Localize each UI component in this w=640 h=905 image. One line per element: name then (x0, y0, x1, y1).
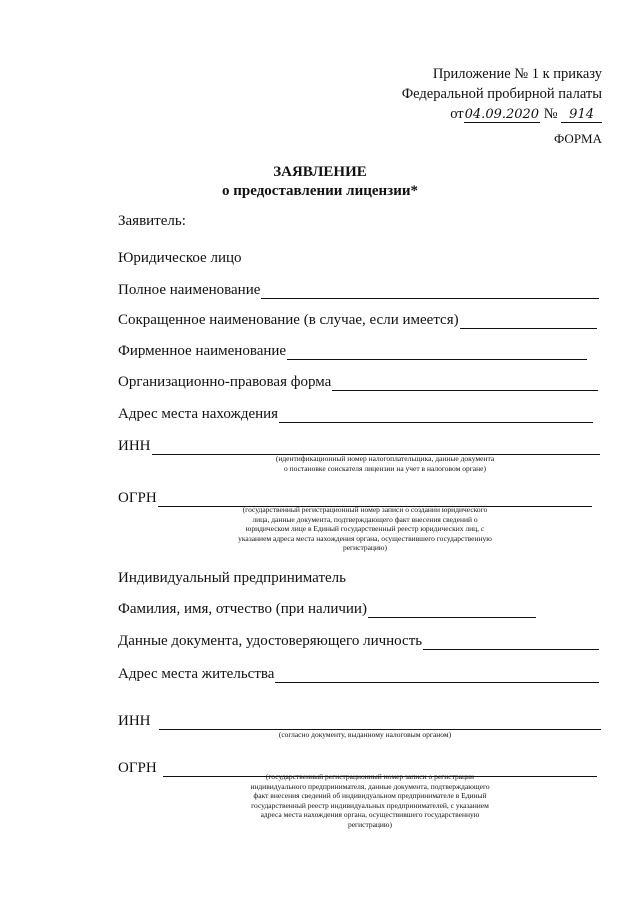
note-line: юридическом лице в Единый государственный реестр юридических лиц, с (245, 524, 485, 533)
legal-form-field (118, 374, 598, 391)
residence-label: Адрес места жительства (118, 666, 275, 682)
order-appendix-header (402, 64, 602, 125)
document-title (0, 163, 640, 201)
form-label: ФОРМА (554, 131, 602, 146)
individual-inn-note (200, 730, 530, 740)
address-field (118, 406, 593, 423)
note-line: регистрацию) (342, 543, 388, 552)
number-label: № (543, 106, 558, 122)
note-line: (государственный регистрационный номер записи о создании юридического (242, 505, 488, 514)
full-name-label: Полное наименование (118, 282, 261, 298)
full-name-line[interactable] (261, 286, 599, 299)
id-document-line[interactable] (423, 637, 599, 650)
short-name-line[interactable] (460, 316, 597, 329)
note-line: (государственный регистрационный номер записи о регистрации (265, 772, 475, 781)
authority-line: Федеральной пробирной палаты (401, 86, 602, 102)
order-date: 04.09.2020 (464, 107, 540, 122)
fio-label: Фамилия, имя, отчество (при наличии) (118, 601, 367, 617)
brand-name-label: Фирменное наименование (118, 343, 287, 359)
individual-heading: Индивидуальный предприниматель (118, 570, 346, 586)
date-number-line (402, 104, 602, 125)
brand-name-line[interactable] (287, 347, 587, 360)
legal-ogrn-note (180, 505, 550, 553)
individual-ogrn-label: ОГРН (118, 760, 157, 776)
note-line: государственный реестр индивидуальных предпринимателей, с указанием (251, 800, 489, 810)
title-main: ЗАЯВЛЕНИЕ (273, 164, 367, 180)
residence-field (118, 666, 599, 683)
brand-name-field (118, 343, 587, 360)
applicant-label: Заявитель: (118, 213, 186, 229)
short-name-field (118, 312, 597, 329)
note-line: адреса места нахождения органа, осуществившего государственную (260, 810, 480, 819)
individual-inn-field (118, 713, 601, 730)
from-label: от (450, 106, 464, 122)
note-line: (идентификационный номер налогоплательщика, данные документа (275, 454, 495, 463)
address-line[interactable] (279, 410, 593, 423)
short-name-label: Сокращенное наименование (в случае, если имеется) (118, 312, 459, 328)
individual-inn-label: ИНН (118, 713, 151, 729)
individual-ogrn-note (180, 772, 560, 829)
note-line: регистрацию) (347, 819, 393, 829)
legal-form-label: Организационно-правовая форма (118, 374, 332, 390)
order-number: 914 (561, 107, 602, 123)
note-line: указанием адреса места нахождения органа, осуществившего государственную (238, 533, 492, 543)
id-document-label: Данные документа, удостоверяющего личность (118, 633, 423, 649)
legal-form-line[interactable] (332, 378, 598, 391)
note-line: о постановке соискателя лицензии на учет в налоговом органе) (284, 463, 486, 473)
note-line: (согласно документу, выданному налоговым органом) (278, 730, 452, 739)
legal-ogrn-label: ОГРН (118, 490, 157, 506)
legal-inn-note (200, 454, 570, 473)
full-name-field (118, 282, 599, 299)
legal-inn-label: ИНН (118, 438, 151, 454)
address-label: Адрес места нахождения (118, 406, 279, 422)
individual-inn-line[interactable] (159, 717, 601, 730)
fio-line[interactable] (368, 605, 536, 618)
appendix-line: Приложение № 1 к приказу (432, 66, 602, 82)
legal-inn-field (118, 438, 600, 455)
fio-field (118, 601, 536, 618)
title-sub: о предоставлении лицензии* (222, 183, 418, 199)
note-line: лица, данные документа, подтверждающего факт внесения сведений о (252, 514, 478, 524)
note-line: факт внесения сведений об индивидуальном предпринимателе в Единый (253, 791, 487, 800)
id-document-field (118, 633, 599, 650)
legal-entity-heading: Юридическое лицо (118, 250, 242, 266)
note-line: индивидуального предпринимателя, данные документа, подтверждающего (250, 781, 490, 791)
residence-line[interactable] (275, 670, 599, 683)
